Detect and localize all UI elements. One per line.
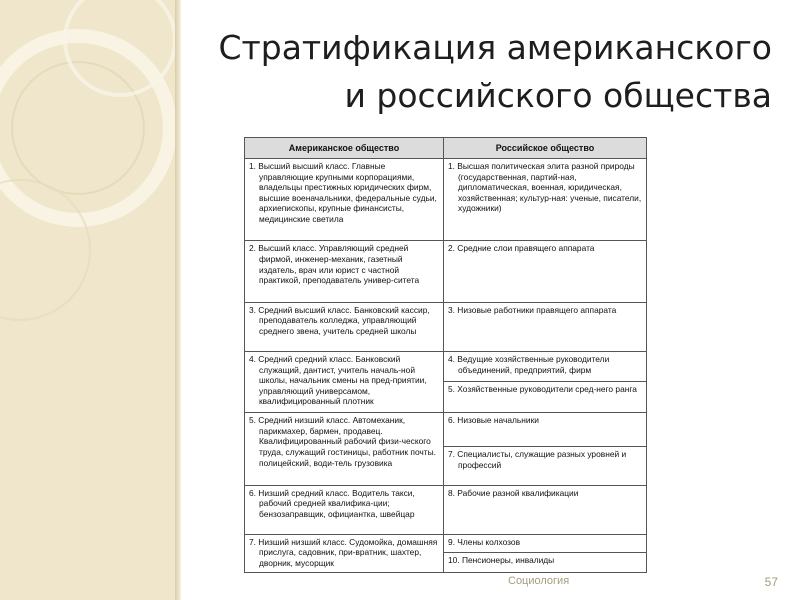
russian-group-1: 1. Высшая политическая элита разной природы (государственная, партий-ная, дипломатическая, военная, юридическая, хозяйственная; культур-ная: ученые, писатели, художники) (444, 159, 647, 241)
table-row (245, 159, 647, 241)
russian-group-6: 6. Низовые начальники (444, 413, 647, 447)
russian-group-2: 2. Средние слои правящего аппарата (444, 241, 647, 302)
table-row (245, 413, 647, 447)
american-class-2: 2. Высший класс. Управляющий средней фирмой, инженер-механик, газетный издатель, врач или юрист с частной практикой, преподаватель универ-ситета (245, 241, 444, 302)
table-row (245, 351, 647, 381)
russian-group-7: 7. Специалисты, служащие разных уровней и профессий (444, 447, 647, 485)
decorative-side-panel (0, 0, 175, 600)
american-class-6: 6. Низший средний класс. Водитель такси, рабочий средней квалифика-ции; бензозаправщик, официантка, швейцар (245, 485, 444, 534)
russian-group-10: 10. Пенсионеры, инвалиды (444, 552, 647, 572)
slide-title-line-2: и российского общества (344, 76, 772, 115)
table-row (245, 302, 647, 351)
russian-group-3: 3. Низовые работники правящего аппарата (444, 302, 647, 351)
header-american-society: Американское общество (245, 138, 444, 159)
american-class-5: 5. Средний низший класс. Автомеханик, парикмахер, бармен, продавец. Квалифицированный рабочий физи-ческого труда, служащий гостиницы, работник почты. полицейский, води-тель грузовика (245, 413, 444, 485)
slide-title (172, 24, 772, 120)
russian-group-5: 5. Хозяйственные руководители сред-него ранга (444, 382, 647, 413)
header-russian-society: Российское общество (444, 138, 647, 159)
russian-group-9: 9. Члены колхозов (444, 534, 647, 552)
slide-title-line-1: Стратификация американского (218, 28, 772, 67)
page-number: 57 (764, 575, 778, 589)
russian-group-4: 4. Ведущие хозяйственные руководители объединений, предприятий, фирм (444, 351, 647, 381)
american-class-3: 3. Средний высший класс. Банковский кассир, преподаватель колледжа, управляющий среднего звена, учитель средней школы (245, 302, 444, 351)
table-header-row (245, 138, 647, 159)
table-row (245, 485, 647, 534)
american-class-7: 7. Низший низший класс. Судомойка, домашняя прислуга, садовник, при-вратник, шахтер, дворник, мусорщик (245, 534, 444, 572)
decorative-circles (0, 0, 175, 600)
russian-group-8: 8. Рабочие разной квалификации (444, 485, 647, 534)
table-row (245, 534, 647, 552)
table-row (245, 241, 647, 302)
american-class-4: 4. Средний средний класс. Банковский служащий, дантист, учитель началь-ной школы, начальник смены на пред-приятии, управляющий универсамом, квалифицированный плотник (245, 351, 444, 412)
stratification-table (244, 137, 647, 573)
american-class-1: 1. Высший высший класс. Главные управляющие крупными корпорациями, владельцы престижных юридических фирм, высшие военачальники, федеральные судьи, архиепископы, крупные финансисты, медицинские светила (245, 159, 444, 241)
footer-subject: Социология (508, 575, 570, 587)
